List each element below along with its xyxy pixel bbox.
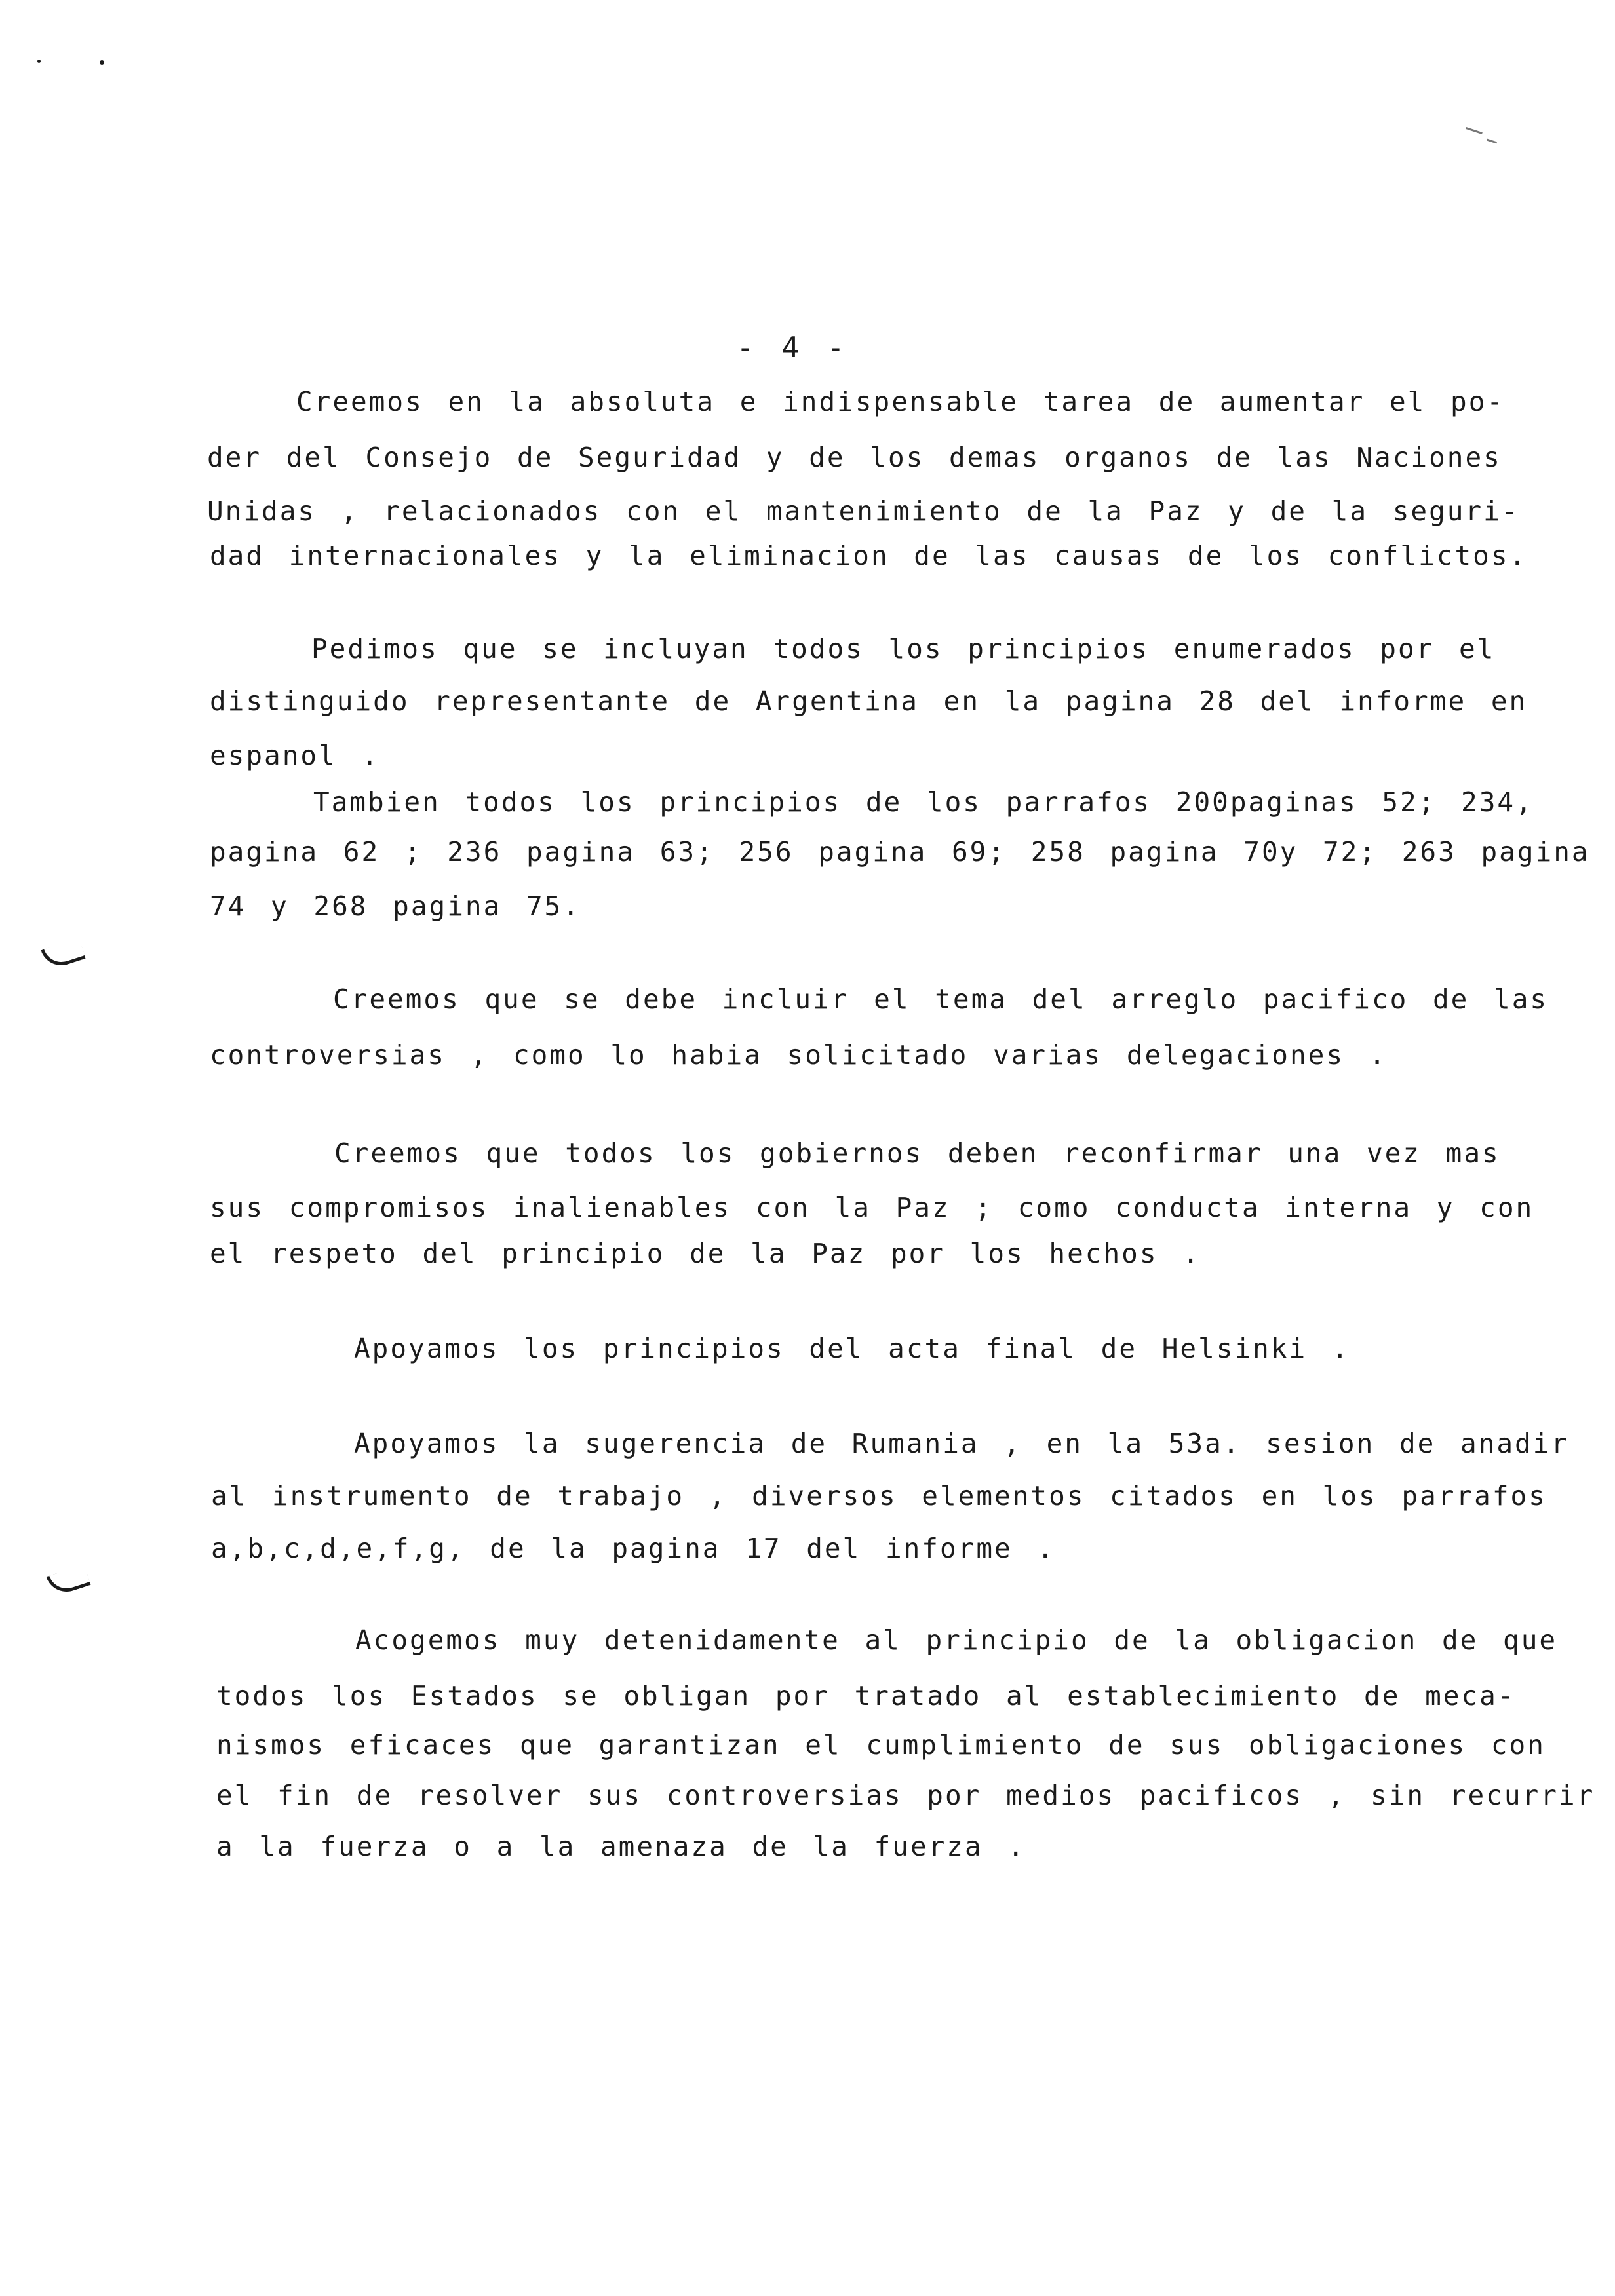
- scan-speck: [1487, 139, 1497, 144]
- paragraph-3-line-3: 74 y 268 pagina 75.: [210, 890, 581, 922]
- binder-hole-mark: [46, 1564, 90, 1597]
- paragraph-4-line-1: Creemos que se debe incluir el tema del arreglo pacifico de las: [333, 984, 1549, 1015]
- paragraph-1-line-3: Unidas , relacionados con el mantenimiento de la Paz y de la seguri-: [207, 495, 1520, 527]
- paragraph-2-line-1: Pedimos que se incluyan todos los principios enumerados por el: [311, 633, 1496, 664]
- paragraph-3-line-1: Tambien todos los principios de los parrafos 200paginas 52; 234,: [313, 786, 1534, 818]
- paragraph-8-line-2: todos los Estados se obligan por tratado al establecimiento de meca-: [216, 1680, 1516, 1712]
- paragraph-7-line-3: a,b,c,d,e,f,g, de la pagina 17 del informe .: [211, 1533, 1056, 1564]
- paragraph-7-line-1: Apoyamos la sugerencia de Rumania , en la 53a. sesion de anadir: [354, 1428, 1570, 1459]
- paragraph-2-line-3: espanol .: [210, 740, 380, 771]
- paragraph-8-line-4: el fin de resolver sus controversias por medios pacificos , sin recurrir: [216, 1780, 1595, 1811]
- scan-speck: [1466, 127, 1483, 134]
- paragraph-3-line-2: pagina 62 ; 236 pagina 63; 256 pagina 69; 258 pagina 70y 72; 263 pagina: [210, 836, 1590, 868]
- paragraph-4-line-2: controversias , como lo habia solicitado varias delegaciones .: [210, 1039, 1388, 1071]
- scan-speck: [100, 60, 104, 65]
- paragraph-1-line-4: dad internacionales y la eliminacion de las causas de los conflictos.: [210, 540, 1528, 571]
- paragraph-8-line-3: nismos eficaces que garantizan el cumplimiento de sus obligaciones con: [216, 1729, 1546, 1761]
- paragraph-7-line-2: al instrumento de trabajo , diversos elementos citados en los parrafos: [211, 1480, 1547, 1512]
- scan-speck: [37, 60, 41, 63]
- paragraph-5-line-3: el respeto del principio de la Paz por los hechos .: [210, 1238, 1201, 1269]
- paragraph-1-line-1: Creemos en la absoluta e indispensable tarea de aumentar el po-: [296, 386, 1506, 417]
- page-number: - 4 -: [736, 331, 850, 364]
- paragraph-5-line-2: sus compromisos inalienables con la Paz ; como conducta interna y con: [210, 1192, 1534, 1223]
- paragraph-8-line-5: a la fuerza o a la amenaza de la fuerza .: [216, 1831, 1026, 1862]
- paragraph-8-line-1: Acogemos muy detenidamente al principio de la obligacion de que: [355, 1624, 1558, 1656]
- paragraph-1-line-2: der del Consejo de Seguridad y de los demas organos de las Naciones: [207, 442, 1502, 473]
- paragraph-6-line-1: Apoyamos los principios del acta final de Helsinki .: [354, 1333, 1350, 1364]
- binder-hole-mark: [41, 938, 85, 970]
- paragraph-2-line-2: distinguido representante de Argentina en la pagina 28 del informe en: [210, 685, 1528, 717]
- paragraph-5-line-1: Creemos que todos los gobiernos deben reconfirmar una vez mas: [334, 1138, 1500, 1169]
